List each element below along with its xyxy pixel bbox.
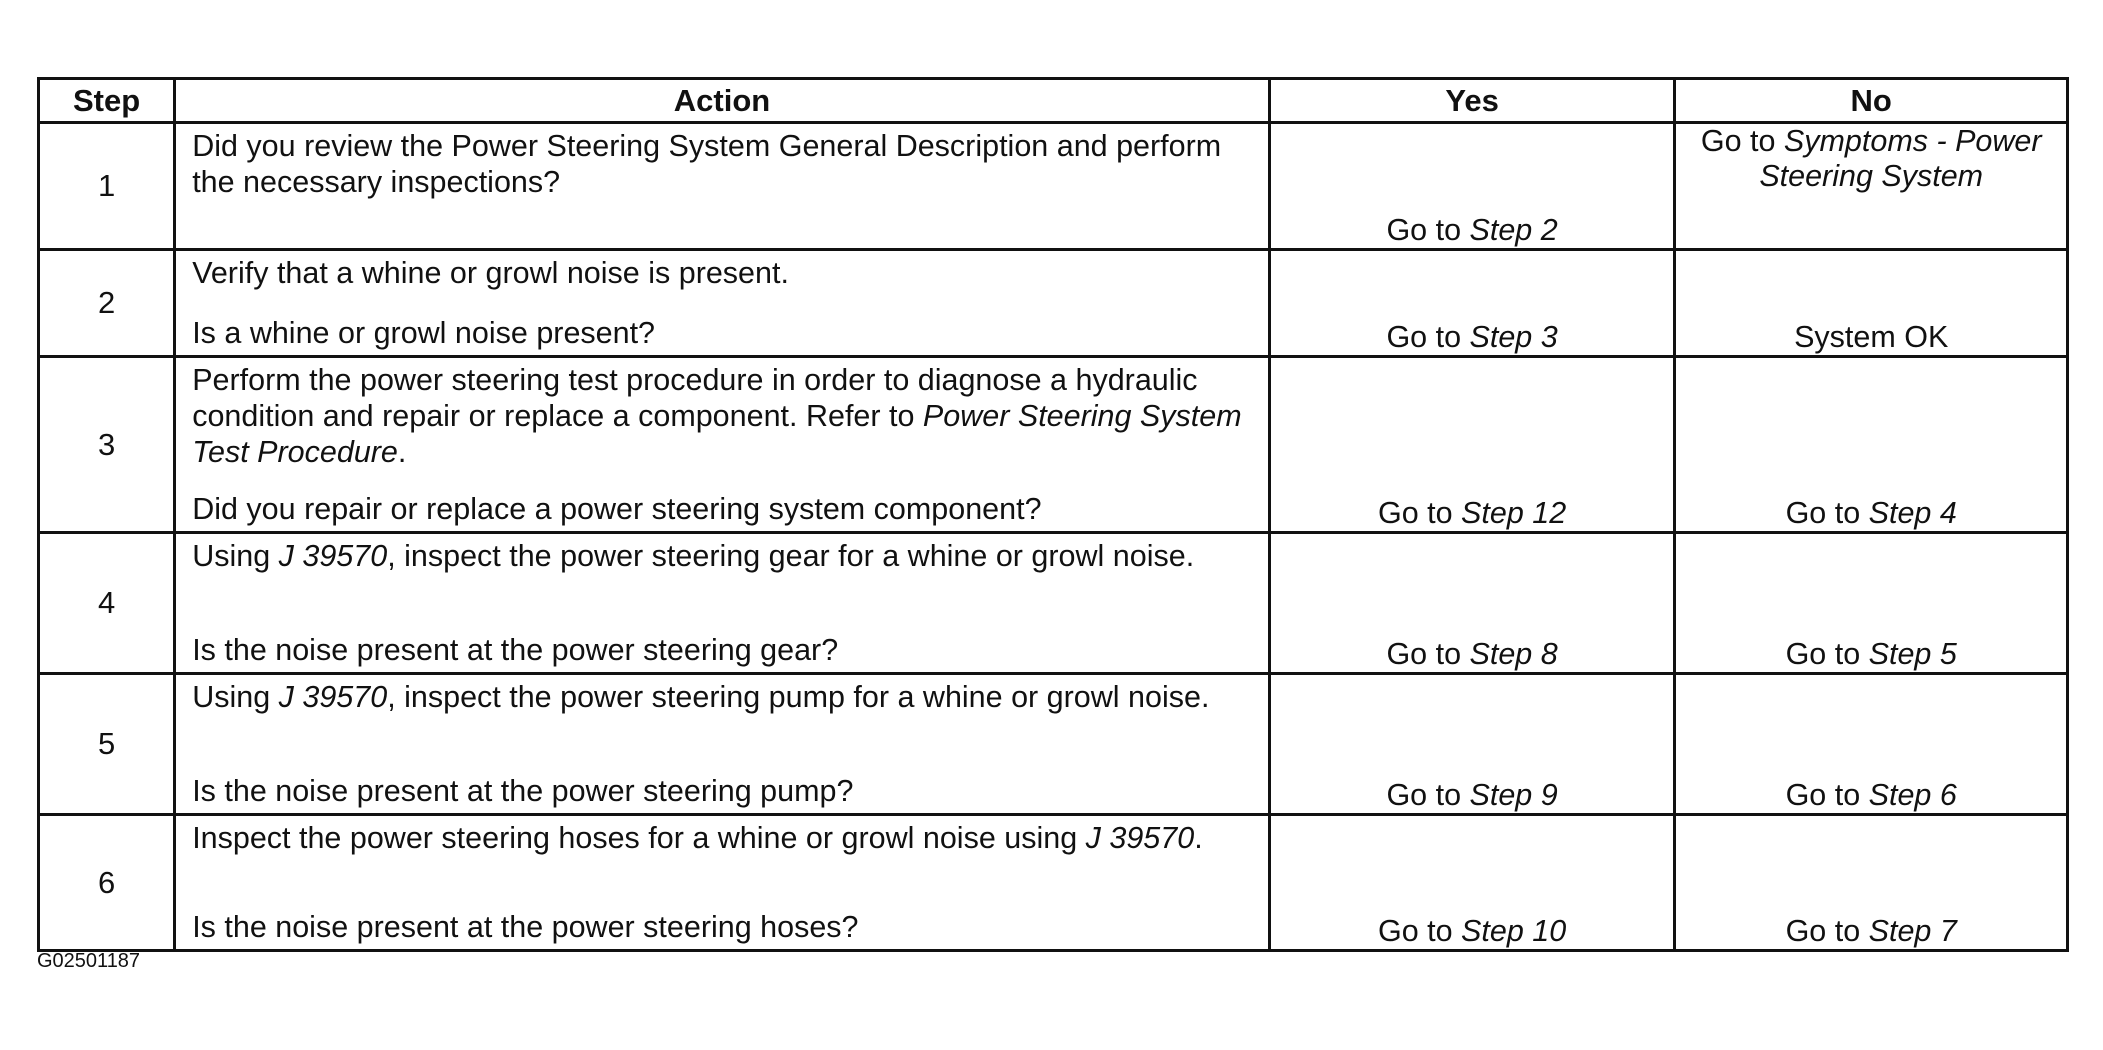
yes-cell — [1269, 123, 1675, 250]
no-prefix: Go to — [1785, 778, 1869, 812]
diagnostic-table — [37, 77, 2069, 952]
table-row — [39, 674, 2068, 815]
step-number: 4 — [39, 533, 175, 674]
step-number: 3 — [39, 357, 175, 533]
action-description: Verify that a whine or growl noise is present. — [192, 256, 789, 290]
action-description: Did you review the Power Steering System General Description and perform the necessary inspections? — [192, 129, 1222, 199]
yes-step-link[interactable]: Step 10 — [1461, 914, 1567, 948]
tool-reference: J 39570 — [1085, 821, 1195, 855]
no-step-link[interactable]: Step 5 — [1868, 637, 1957, 671]
yes-prefix: Go to — [1386, 637, 1470, 671]
no-symptoms-link[interactable]: Symptoms - Power Steering System — [1759, 124, 2042, 193]
yes-prefix: Go to — [1386, 778, 1470, 812]
desc-text: Using — [192, 680, 279, 714]
header-row — [39, 79, 2068, 123]
yes-step-link[interactable]: Step 2 — [1469, 213, 1558, 247]
desc-text: Using — [192, 539, 279, 573]
yes-cell — [1269, 674, 1675, 815]
no-prefix: Go to — [1785, 496, 1869, 530]
yes-cell — [1269, 250, 1675, 357]
header-yes: Yes — [1269, 79, 1675, 123]
no-result: System OK — [1794, 320, 1949, 354]
action-question: Is the noise present at the power steering gear? — [192, 633, 839, 667]
action-question: Is the noise present at the power steering pump? — [192, 774, 854, 808]
yes-prefix: Go to — [1386, 213, 1470, 247]
yes-step-link[interactable]: Step 3 — [1469, 320, 1558, 354]
desc-text: Inspect the power steering hoses for a whine or growl noise using — [192, 821, 1086, 855]
yes-cell — [1269, 357, 1675, 533]
header-no: No — [1675, 79, 2068, 123]
yes-cell — [1269, 815, 1675, 951]
yes-prefix: Go to — [1377, 496, 1462, 530]
yes-step-link[interactable]: Step 9 — [1469, 778, 1558, 812]
desc-text: , inspect the power steering gear for a whine or growl noise. — [387, 539, 1195, 573]
no-prefix: Go to — [1785, 637, 1869, 671]
action-description — [192, 679, 1252, 715]
table-row — [39, 815, 2068, 951]
action-cell — [175, 815, 1270, 951]
action-cell — [175, 250, 1270, 357]
table-row — [39, 533, 2068, 674]
action-cell — [175, 533, 1270, 674]
desc-text: , inspect the power steering pump for a whine or growl noise. — [387, 680, 1210, 714]
no-cell — [1675, 533, 2068, 674]
no-prefix: Go to — [1785, 914, 1869, 948]
no-cell — [1675, 674, 2068, 815]
action-description — [192, 362, 1252, 470]
no-step-link[interactable]: Step 4 — [1868, 496, 1957, 530]
desc-text: . — [1194, 821, 1203, 855]
desc-text: . — [397, 435, 407, 469]
no-cell — [1675, 815, 2068, 951]
action-cell — [175, 357, 1270, 533]
step-number: 1 — [39, 123, 175, 250]
no-step-link[interactable]: Step 6 — [1868, 778, 1957, 812]
header-action: Action — [175, 79, 1270, 123]
header-step: Step — [39, 79, 175, 123]
action-question: Is the noise present at the power steering hoses? — [192, 910, 859, 944]
no-cell — [1675, 250, 2068, 357]
table-row — [39, 357, 2068, 533]
table-row — [39, 123, 2068, 250]
action-cell — [175, 674, 1270, 815]
action-description — [192, 538, 1252, 574]
step-number: 5 — [39, 674, 175, 815]
action-description — [192, 820, 1252, 856]
yes-prefix: Go to — [1386, 320, 1470, 354]
table-row — [39, 250, 2068, 357]
yes-cell — [1269, 533, 1675, 674]
figure-id-label: G02501187 — [37, 950, 141, 972]
step-number: 2 — [39, 250, 175, 357]
no-cell — [1675, 123, 2068, 250]
step-number: 6 — [39, 815, 175, 951]
action-question: Is a whine or growl noise present? — [192, 316, 656, 350]
yes-step-link[interactable]: Step 8 — [1469, 637, 1558, 671]
desc-text: Perform the power steering test procedure in order to diagnose a hydraulic condition and repair or replace a component. Refer to — [192, 363, 1198, 433]
no-step-link[interactable]: Step 7 — [1868, 914, 1957, 948]
action-cell — [175, 123, 1270, 250]
yes-prefix: Go to — [1377, 914, 1462, 948]
action-question: Did you repair or replace a power steering system component? — [192, 492, 1042, 526]
yes-step-link[interactable]: Step 12 — [1461, 496, 1567, 530]
procedure-reference-link[interactable]: Power Steering System Test Procedure — [192, 399, 1242, 469]
tool-reference: J 39570 — [278, 680, 388, 714]
no-cell — [1675, 357, 2068, 533]
tool-reference: J 39570 — [278, 539, 388, 573]
no-prefix: Go to — [1700, 124, 1784, 158]
